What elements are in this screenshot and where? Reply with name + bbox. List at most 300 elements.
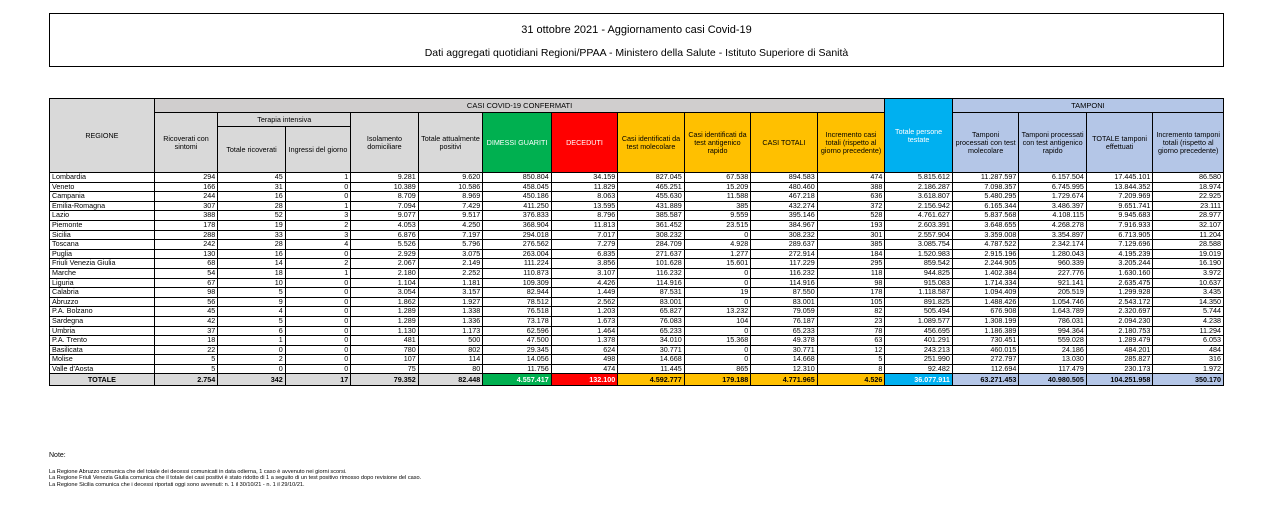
region-name: Molise: [50, 355, 155, 365]
table-cell: 802: [418, 345, 482, 355]
col-tamponi-molecolare: Tamponi processati con test molecolare: [952, 113, 1019, 173]
total-cell: 63.271.453: [952, 374, 1019, 386]
table-cell: 921.141: [1019, 278, 1087, 288]
table-cell: 827.045: [618, 173, 685, 183]
table-cell: 4.238: [1153, 316, 1224, 326]
table-cell: 5: [218, 316, 286, 326]
table-cell: 1.089.577: [885, 316, 953, 326]
table-cell: 456.695: [885, 326, 953, 336]
note-line: La Regione Sicilia comunica che i decessi riportati oggi sono avvenuti: n. 1 il 30/10/21 - n. 1 il 29/10/21.: [49, 481, 305, 488]
table-cell: 12.310: [751, 364, 818, 374]
table-cell: 130: [154, 249, 217, 259]
table-cell: 4.761.627: [885, 211, 953, 221]
table-cell: 474: [817, 173, 885, 183]
table-cell: 4: [285, 240, 350, 250]
table-cell: 2.557.904: [885, 230, 953, 240]
table-cell: 67: [154, 278, 217, 288]
table-row: [50, 249, 1224, 259]
table-cell: 18: [218, 268, 286, 278]
report-subtitle: Dati aggregati quotidiani Regioni/PPAA - Ministero della Salute - Istituto Superiore di Sanità: [424, 47, 849, 59]
table-cell: 4.250: [418, 220, 482, 230]
table-cell: 17.445.101: [1086, 173, 1153, 183]
table-cell: 1: [285, 268, 350, 278]
table-cell: 3.107: [551, 268, 618, 278]
table-cell: 480.460: [751, 182, 818, 192]
table-cell: 112.694: [952, 364, 1019, 374]
table-cell: 6.745.995: [1019, 182, 1087, 192]
table-cell: 0: [285, 345, 350, 355]
table-cell: 458.045: [483, 182, 552, 192]
table-cell: 385: [817, 240, 885, 250]
table-cell: 22.925: [1153, 192, 1224, 202]
region-name: Abruzzo: [50, 297, 155, 307]
region-name: Veneto: [50, 182, 155, 192]
table-cell: 0: [285, 288, 350, 298]
table-cell: 786.031: [1019, 316, 1087, 326]
group-terapia-intensiva: Terapia intensiva: [218, 113, 351, 127]
notes-section: [49, 453, 421, 488]
col-ricoverati: Ricoverati con sintomi: [154, 113, 217, 173]
table-cell: 498: [551, 355, 618, 365]
table-cell: 13.232: [684, 307, 751, 317]
total-cell: 104.251.958: [1086, 374, 1153, 386]
table-cell: 6.876: [351, 230, 419, 240]
col-dimessi-guariti: DIMESSI GUARITI: [483, 113, 552, 173]
table-cell: 67.538: [684, 173, 751, 183]
table-cell: 915.083: [885, 278, 953, 288]
table-cell: 432.274: [751, 201, 818, 211]
table-cell: 5: [817, 355, 885, 365]
table-cell: 2.635.475: [1086, 278, 1153, 288]
table-cell: 0: [285, 307, 350, 317]
table-cell: 301: [817, 230, 885, 240]
table-row: [50, 307, 1224, 317]
col-incremento-casi: Incremento casi totali (rispetto al giorno precedente): [817, 113, 885, 173]
table-cell: 28.977: [1153, 211, 1224, 221]
table-cell: 460.015: [952, 345, 1019, 355]
region-name: Toscana: [50, 240, 155, 250]
table-cell: 11.829: [551, 182, 618, 192]
table-cell: 230.173: [1086, 364, 1153, 374]
table-cell: 110.873: [483, 268, 552, 278]
table-cell: 9: [218, 297, 286, 307]
table-cell: 294.018: [483, 230, 552, 240]
table-cell: 109.309: [483, 278, 552, 288]
table-cell: 388: [817, 182, 885, 192]
table-cell: 4.268.278: [1019, 220, 1087, 230]
table-cell: 9.517: [418, 211, 482, 221]
table-cell: 118: [817, 268, 885, 278]
table-cell: 636: [817, 192, 885, 202]
table-cell: 2.562: [551, 297, 618, 307]
table-cell: 65.233: [751, 326, 818, 336]
table-cell: 1.464: [551, 326, 618, 336]
table-row: [50, 201, 1224, 211]
notes-label: Note:: [49, 452, 66, 459]
table-cell: 431.889: [618, 201, 685, 211]
table-row: [50, 336, 1224, 346]
table-cell: 178: [154, 220, 217, 230]
table-cell: 308.232: [751, 230, 818, 240]
note-line: La Regione Friuli Venezia Giulia comunica che il totale dei casi positivi è stato ridotto di 1 a seguito di un test positivo rimosso dopo revisione del caso.: [49, 475, 422, 482]
table-cell: 1.630.160: [1086, 268, 1153, 278]
table-row: [50, 240, 1224, 250]
table-row: [50, 326, 1224, 336]
table-cell: 9.945.683: [1086, 211, 1153, 221]
table-cell: 411.250: [483, 201, 552, 211]
table-cell: 474: [551, 364, 618, 374]
note-line: La Regione Abruzzo comunica che del totale dei decessi comunicati in data odierna, 1 caso è avvenuto nei giorni scorsi.: [49, 468, 347, 475]
table-cell: 9.620: [418, 173, 482, 183]
table-row: [50, 297, 1224, 307]
table-cell: 49.378: [751, 336, 818, 346]
table-cell: 5: [154, 364, 217, 374]
table-cell: 0: [285, 326, 350, 336]
table-cell: 11.294: [1153, 326, 1224, 336]
table-cell: 5.526: [351, 240, 419, 250]
total-cell: 82.448: [418, 374, 482, 386]
table-cell: 166: [154, 182, 217, 192]
table-cell: 1.173: [418, 326, 482, 336]
table-cell: 114: [418, 355, 482, 365]
total-cell: 4.557.417: [483, 374, 552, 386]
table-cell: 1.378: [551, 336, 618, 346]
table-cell: 7.916.933: [1086, 220, 1153, 230]
table-cell: 11.204: [1153, 230, 1224, 240]
table-cell: 76.518: [483, 307, 552, 317]
table-row: [50, 316, 1224, 326]
table-cell: 0: [684, 230, 751, 240]
table-cell: 4.053: [351, 220, 419, 230]
total-cell: 4.771.965: [751, 374, 818, 386]
table-cell: 54: [154, 268, 217, 278]
table-cell: 75: [351, 364, 419, 374]
table-cell: 1.714.334: [952, 278, 1019, 288]
table-cell: 0: [684, 278, 751, 288]
total-cell: 79.352: [351, 374, 419, 386]
table-cell: 484: [1153, 345, 1224, 355]
table-cell: 4.928: [684, 240, 751, 250]
table-cell: 3.354.897: [1019, 230, 1087, 240]
table-cell: 272.914: [751, 249, 818, 259]
table-cell: 395.146: [751, 211, 818, 221]
table-cell: 0: [218, 345, 286, 355]
table-cell: 14: [218, 259, 286, 269]
table-cell: 1.520.983: [885, 249, 953, 259]
table-cell: 92.482: [885, 364, 953, 374]
table-cell: 1.118.587: [885, 288, 953, 298]
table-cell: 372: [817, 201, 885, 211]
table-cell: 467.218: [751, 192, 818, 202]
table-cell: 1.054.746: [1019, 297, 1087, 307]
table-cell: 45: [218, 173, 286, 183]
table-cell: 16: [218, 249, 286, 259]
table-cell: 2.252: [418, 268, 482, 278]
table-cell: 13.595: [551, 201, 618, 211]
col-ingressi-giorno: Ingressi del giorno: [285, 127, 350, 173]
table-cell: 0: [285, 355, 350, 365]
table-cell: 4: [218, 307, 286, 317]
table-cell: 4.195.239: [1086, 249, 1153, 259]
table-cell: 23.515: [684, 220, 751, 230]
table-row: [50, 173, 1224, 183]
table-row: [50, 220, 1224, 230]
table-cell: 33: [218, 230, 286, 240]
table-cell: 6.157.504: [1019, 173, 1087, 183]
table-cell: 3: [285, 230, 350, 240]
table-row: [50, 278, 1224, 288]
table-cell: 295: [817, 259, 885, 269]
table-cell: 23: [817, 316, 885, 326]
table-cell: 0: [285, 249, 350, 259]
total-cell: 4.526: [817, 374, 885, 386]
table-cell: 116.232: [751, 268, 818, 278]
table-cell: 0: [684, 326, 751, 336]
table-cell: 37: [154, 326, 217, 336]
table-cell: 251.990: [885, 355, 953, 365]
table-cell: 13.030: [1019, 355, 1087, 365]
col-casi-antigenico: Casi identificati da test antigenico rapido: [684, 113, 751, 173]
table-cell: 68: [154, 259, 217, 269]
table-cell: 2.342.174: [1019, 240, 1087, 250]
table-cell: 5.480.295: [952, 192, 1019, 202]
table-cell: 5: [218, 288, 286, 298]
table-cell: 34.159: [551, 173, 618, 183]
table-cell: 1.673: [551, 316, 618, 326]
table-cell: 11.756: [483, 364, 552, 374]
col-isolamento: Isolamento domiciliare: [351, 113, 419, 173]
table-cell: 384.967: [751, 220, 818, 230]
table-cell: 481: [351, 336, 419, 346]
table-cell: 0: [285, 278, 350, 288]
table-cell: 10.637: [1153, 278, 1224, 288]
table-cell: 76.187: [751, 316, 818, 326]
table-cell: 284.709: [618, 240, 685, 250]
table-cell: 31: [218, 182, 286, 192]
table-cell: 1.488.426: [952, 297, 1019, 307]
table-cell: 2: [285, 220, 350, 230]
table-cell: 83.001: [751, 297, 818, 307]
table-cell: 5.744: [1153, 307, 1224, 317]
region-name: Umbria: [50, 326, 155, 336]
table-cell: 19: [218, 220, 286, 230]
table-cell: 8.063: [551, 192, 618, 202]
table-cell: 0: [285, 192, 350, 202]
col-persone-testate: Totale persone testate: [885, 99, 953, 173]
table-cell: 15.601: [684, 259, 751, 269]
table-cell: 10: [218, 278, 286, 288]
table-cell: 528: [817, 211, 885, 221]
table-cell: 3.856: [551, 259, 618, 269]
total-cell: 342: [218, 374, 286, 386]
table-cell: 2.320.697: [1086, 307, 1153, 317]
table-cell: 3.359.008: [952, 230, 1019, 240]
table-cell: 865: [684, 364, 751, 374]
table-cell: 944.825: [885, 268, 953, 278]
table-cell: 19: [684, 288, 751, 298]
table-cell: 1.927: [418, 297, 482, 307]
table-cell: 271.637: [618, 249, 685, 259]
table-row: [50, 211, 1224, 221]
table-cell: 14.056: [483, 355, 552, 365]
table-cell: 2.603.391: [885, 220, 953, 230]
table-cell: 6.053: [1153, 336, 1224, 346]
table-cell: 1.203: [551, 307, 618, 317]
table-cell: 78: [817, 326, 885, 336]
table-cell: 18: [154, 336, 217, 346]
col-tamponi-antigenico: Tamponi processati con test antigenico rapido: [1019, 113, 1087, 173]
table-cell: 0: [285, 364, 350, 374]
region-name: Lombardia: [50, 173, 155, 183]
table-cell: 78.512: [483, 297, 552, 307]
table-cell: 2.244.905: [952, 259, 1019, 269]
table-cell: 205.519: [1019, 288, 1087, 298]
table-cell: 104: [684, 316, 751, 326]
region-name: Liguria: [50, 278, 155, 288]
region-name: Campania: [50, 192, 155, 202]
table-cell: 7.094: [351, 201, 419, 211]
table-cell: 385.587: [618, 211, 685, 221]
total-cell: 350.170: [1153, 374, 1224, 386]
table-cell: 1.094.409: [952, 288, 1019, 298]
table-cell: 45: [154, 307, 217, 317]
table-cell: 859.542: [885, 259, 953, 269]
col-regione: REGIONE: [50, 99, 155, 173]
region-name: Sardegna: [50, 316, 155, 326]
table-cell: 730.451: [952, 336, 1019, 346]
table-cell: 7.279: [551, 240, 618, 250]
total-row: [50, 374, 1224, 386]
table-cell: 11.813: [551, 220, 618, 230]
table-cell: 16.190: [1153, 259, 1224, 269]
table-cell: 3.054: [351, 288, 419, 298]
table-cell: 6.713.905: [1086, 230, 1153, 240]
table-cell: 1.277: [684, 249, 751, 259]
table-cell: 3.435: [1153, 288, 1224, 298]
table-cell: 505.494: [885, 307, 953, 317]
table-cell: 8.969: [418, 192, 482, 202]
table-cell: 7.209.969: [1086, 192, 1153, 202]
table-cell: 263.004: [483, 249, 552, 259]
table-cell: 2: [285, 259, 350, 269]
table-cell: 1.308.199: [952, 316, 1019, 326]
table-cell: 285.827: [1086, 355, 1153, 365]
table-cell: 73.178: [483, 316, 552, 326]
table-cell: 1.289: [351, 316, 419, 326]
table-cell: 1.862: [351, 297, 419, 307]
table-cell: 114.916: [618, 278, 685, 288]
table-cell: 87.550: [751, 288, 818, 298]
table-cell: 2: [218, 355, 286, 365]
table-cell: 7.129.696: [1086, 240, 1153, 250]
table-cell: 484.201: [1086, 345, 1153, 355]
table-cell: 15.368: [684, 336, 751, 346]
table-cell: 401.291: [885, 336, 953, 346]
table-cell: 2.067: [351, 259, 419, 269]
table-cell: 1.289.479: [1086, 336, 1153, 346]
table-cell: 193: [817, 220, 885, 230]
table-cell: 1.181: [418, 278, 482, 288]
table-cell: 65.233: [618, 326, 685, 336]
table-cell: 559.028: [1019, 336, 1087, 346]
table-cell: 1: [285, 173, 350, 183]
table-cell: 82.944: [483, 288, 552, 298]
table-cell: 242: [154, 240, 217, 250]
table-cell: 289.637: [751, 240, 818, 250]
group-casi-confermati: CASI COVID-19 CONFERMATI: [154, 99, 885, 113]
table-cell: 465.251: [618, 182, 685, 192]
col-attualmente-positivi: Totale attualmente positivi: [418, 113, 482, 173]
total-cell: 179.188: [684, 374, 751, 386]
table-cell: 994.364: [1019, 326, 1087, 336]
table-cell: 368.904: [483, 220, 552, 230]
table-cell: 56: [154, 297, 217, 307]
table-cell: 316: [1153, 355, 1224, 365]
table-row: [50, 345, 1224, 355]
table-cell: 1.186.389: [952, 326, 1019, 336]
table-cell: 3.157: [418, 288, 482, 298]
table-cell: 1.299.928: [1086, 288, 1153, 298]
table-cell: 5.815.612: [885, 173, 953, 183]
table-cell: 4.426: [551, 278, 618, 288]
table-cell: 14.668: [618, 355, 685, 365]
table-row: [50, 230, 1224, 240]
table-cell: 243.213: [885, 345, 953, 355]
table-cell: 0: [218, 364, 286, 374]
total-cell: 4.592.777: [618, 374, 685, 386]
table-cell: 30.771: [618, 345, 685, 355]
table-cell: 116.232: [618, 268, 685, 278]
table-cell: 9.559: [684, 211, 751, 221]
table-cell: 3.075: [418, 249, 482, 259]
table-cell: 9.077: [351, 211, 419, 221]
table-cell: 294: [154, 173, 217, 183]
region-name: P.A. Trento: [50, 336, 155, 346]
table-cell: 11.445: [618, 364, 685, 374]
table-cell: 0: [684, 355, 751, 365]
table-cell: 87.531: [618, 288, 685, 298]
region-name: Lazio: [50, 211, 155, 221]
report-title: 31 ottobre 2021 - Aggiornamento casi Covid-19: [521, 24, 752, 36]
col-casi-molecolare: Casi identificati da test molecolare: [618, 113, 685, 173]
table-cell: 12: [817, 345, 885, 355]
table-cell: 376.833: [483, 211, 552, 221]
region-name: Piemonte: [50, 220, 155, 230]
table-cell: 6: [218, 326, 286, 336]
table-cell: 1.338: [418, 307, 482, 317]
table-cell: 4.108.115: [1019, 211, 1087, 221]
table-cell: 272.797: [952, 355, 1019, 365]
table-cell: 3.085.754: [885, 240, 953, 250]
table-row: [50, 355, 1224, 365]
table-cell: 98: [817, 278, 885, 288]
table-cell: 111.224: [483, 259, 552, 269]
table-cell: 0: [684, 297, 751, 307]
table-cell: 34.010: [618, 336, 685, 346]
table-cell: 7.197: [418, 230, 482, 240]
region-name: P.A. Bolzano: [50, 307, 155, 317]
table-cell: 117.229: [751, 259, 818, 269]
col-totale-ricoverati: Totale ricoverati: [218, 127, 286, 173]
table-cell: 3.618.807: [885, 192, 953, 202]
table-cell: 5: [154, 355, 217, 365]
table-row: [50, 192, 1224, 202]
region-name: Puglia: [50, 249, 155, 259]
col-deceduti: DECEDUTI: [551, 113, 618, 173]
table-cell: 1.972: [1153, 364, 1224, 374]
table-cell: 82: [817, 307, 885, 317]
col-incremento-tamponi: Incremento tamponi totali (rispetto al giorno precedente): [1153, 113, 1224, 173]
